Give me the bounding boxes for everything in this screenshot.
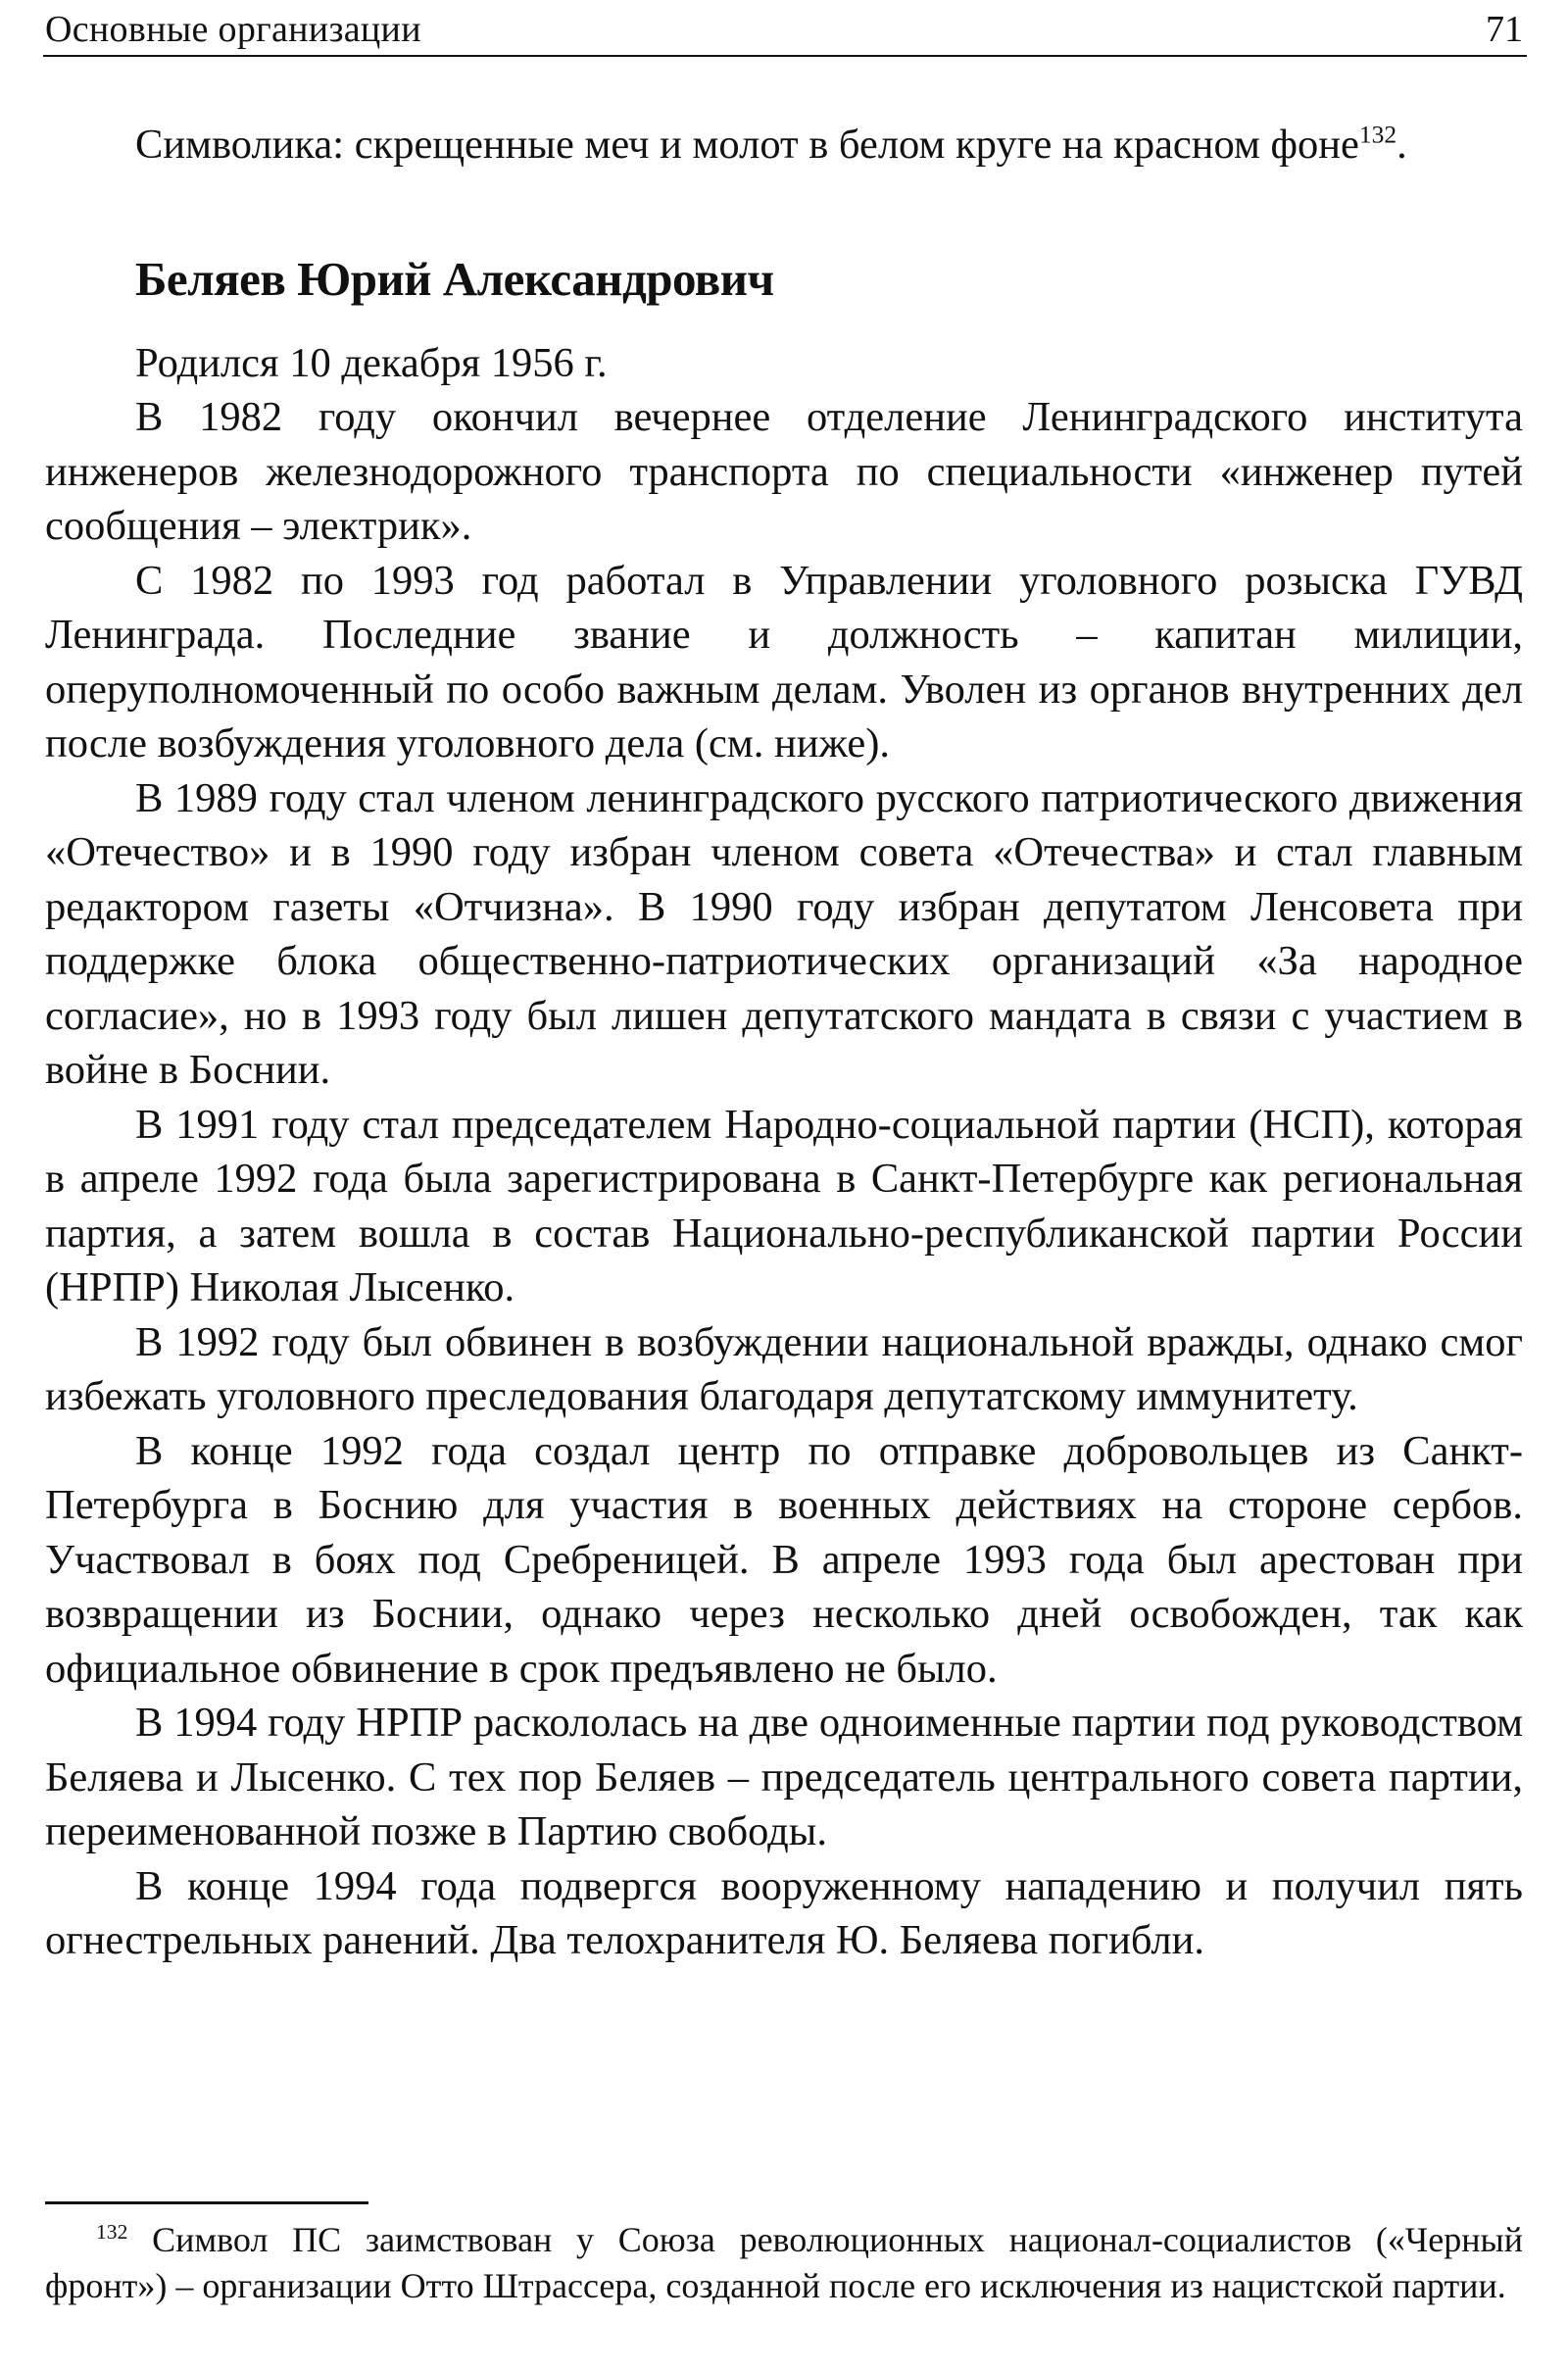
paragraph: Родился 10 декабря 1956 г. (135, 339, 608, 386)
footnote-ref[interactable]: 132 (1358, 120, 1397, 149)
paragraph: В 1991 году стал председателем Народно-социальной партии (НСП), которая в апреле 1992 года была зарегистрирована в Санкт-Петербурге как региональная партия, а затем вошла в состав Национально-республиканской партии России (НРПР) Николая Лысенко. (45, 1101, 1523, 1310)
paragraph: В конце 1992 года создал центр по отправке добровольцев из Санкт-Петербурга в Боснию для участия в военных действиях на стороне сербов. Участвовал в боях под Сребреницей. В апреле 1993 года был арестован при возвращении из Боснии, однако через несколько дней освобожден, так как официальное обвинение в срок предъявлено не было. (45, 1427, 1523, 1692)
footnote-number: 132 (96, 2220, 128, 2245)
footnote-rule (45, 2201, 368, 2204)
paragraph: В 1982 году окончил вечернее отделение Ленинградского института инженеров железнодорожного транспорта по специальности «инженер путей сообщения – электрик». (45, 394, 1523, 549)
section-title: Основные организации (45, 9, 421, 50)
paragraph: В конце 1994 года подвергся вооруженному нападению и получил пять огнестрельных ранений. Два телохранителя Ю. Беляева погибли. (45, 1862, 1523, 1963)
footnote-paragraph (45, 2217, 1523, 2309)
page-body (45, 118, 1523, 1968)
footnote (45, 2217, 1523, 2309)
page-number: 71 (1486, 9, 1523, 50)
article-heading: Беляев Юрий Александрович (135, 251, 774, 306)
paragraph: В 1989 году стал членом ленинградского русского патриотического движения «Отечество» и в 1990 году избран членом совета «Отечества» и стал главным редактором газеты «Отчизна». В 1990 году избран депутатом Ленсовета при поддержке блока общественно-патриотических организаций «За народное согласие», но в 1993 году был лишен депутатского мандата в связи с участием в войне в Боснии. (45, 774, 1523, 1093)
running-header (43, 6, 1527, 57)
paragraph: В 1992 году был обвинен в возбуждении национальной вражды, однако смог избежать уголовного преследования благодаря депутатскому иммунитету. (45, 1318, 1523, 1419)
intro-text: Символика: скрещенные меч и молот в белом круге на красном фоне (135, 122, 1359, 168)
intro-paragraph (45, 118, 1523, 173)
footnote-text: Символ ПС заимствован у Союза революционных национал-социалистов («Черный фронт») – организации Отто Штрассера, созданной после его исключения из нацистской партии. (45, 2220, 1523, 2305)
intro-tail: . (1396, 122, 1407, 168)
paragraph: С 1982 по 1993 год работал в Управлении уголовного розыска ГУВД Ленинграда. Последние звание и должность – капитан милиции, оперуполномоченный по особо важным делам. Уволен из органов внутренних дел после возбуждения уголовного дела (см. ниже). (45, 557, 1523, 766)
paragraph: В 1994 году НРПР раскололась на две одноименные партии под руководством Беляева и Лысенко. С тех пор Беляев – председатель центрального совета партии, переименованной позже в Партию свободы. (45, 1700, 1523, 1854)
